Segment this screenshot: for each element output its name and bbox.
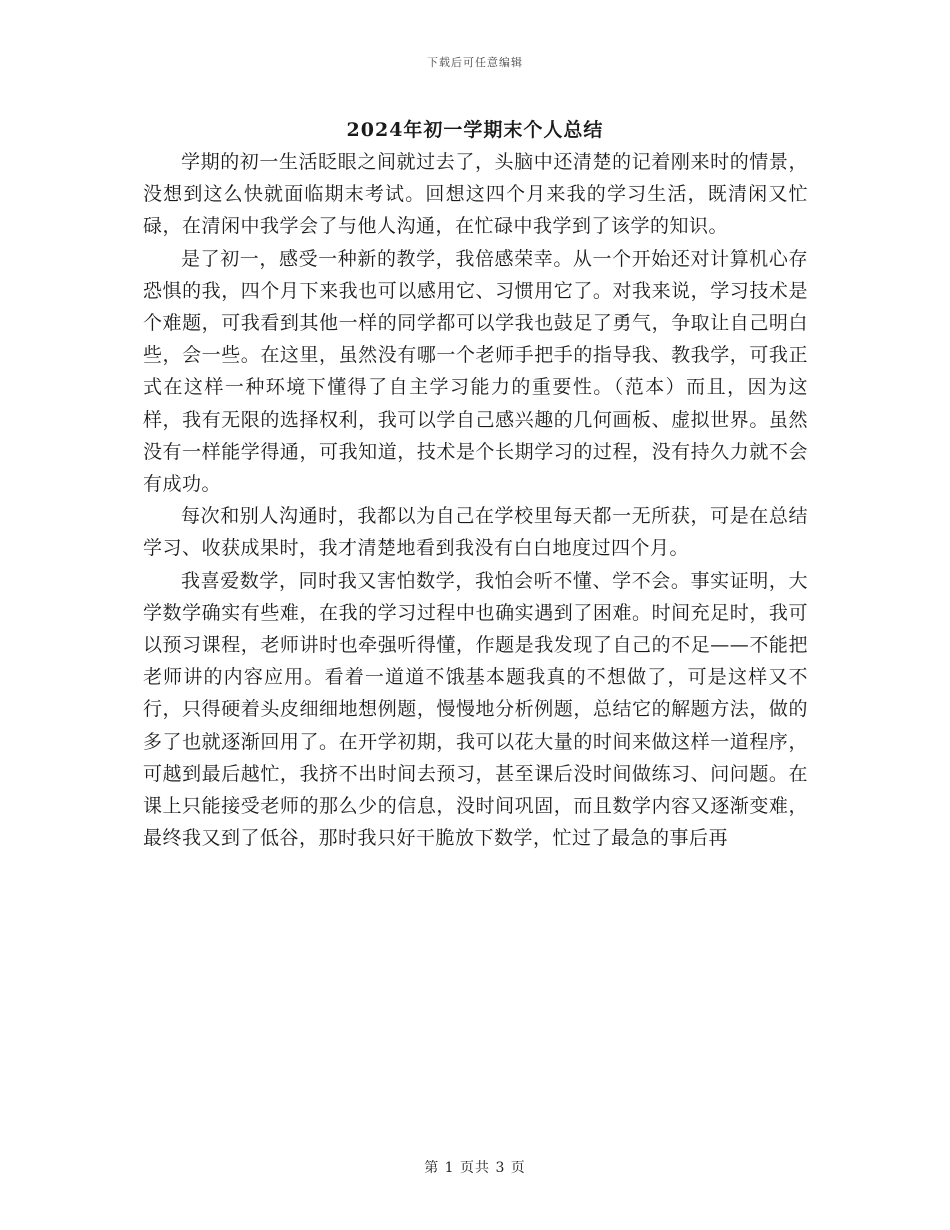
paragraph: 每次和别人沟通时，我都以为自己在学校里每天都一无所获，可是在总结学习、收获成果时，我才清楚地看到我没有白白地度过四个月。: [143, 505, 808, 560]
document-body: [143, 146, 808, 854]
header-note: 下载后可任意编辑: [427, 56, 523, 69]
page-number: 第 1 页共 3 页: [424, 1160, 526, 1176]
paragraph: 我喜爱数学，同时我又害怕数学，我怕会听不懂、学不会。事实证明，大学数学确实有些难，在我的学习过程中也确实遇到了困难。时间充足时，我可以预习课程，老师讲时也牵强听得懂，作题是我发现了自己的不足——不能把老师讲的内容应用。看着一道道不饿基本题我真的不想做了，可是这样又不行，只得硬着头皮细细地想例题，慢慢地分析例题，总结它的解题方法，做的多了也就逐渐回用了。在开学初期，我可以花大量的时间来做这样一道程序，可越到最后越忙，我挤不出时间去预习，甚至课后没时间做练习、问问题。在课上只能接受老师的那么少的信息，没时间巩固，而且数学内容又逐渐变难，最终我又到了低谷，那时我只好干脆放下数学，忙过了最急的事后再: [143, 569, 808, 850]
paragraph: 是了初一，感受一种新的教学，我倍感荣幸。从一个开始还对计算机心存恐惧的我，四个月下来我也可以感用它、习惯用它了。对我来说，学习技术是个难题，可我看到其他一样的同学都可以学我也鼓足了勇气，争取让自己明白些，会一些。在这里，虽然没有哪一个老师手把手的指导我、教我学，可我正式在这样一种环境下懂得了自主学习能力的重要性。（范本）而且，因为这样，我有无限的选择权利，我可以学自己感兴趣的几何画板、虚拟世界。虽然没有一样能学得通，可我知道，技术是个长期学习的过程，没有持久力就不会有成功。: [143, 247, 808, 496]
document-title: 2024年初一学期末个人总结: [346, 119, 604, 141]
paragraph: 学期的初一生活眨眼之间就过去了，头脑中还清楚的记着刚来时的情景，没想到这么快就面临期末考试。回想这四个月来我的学习生活，既清闲又忙碌，在清闲中我学会了与他人沟通，在忙碌中我学到了该学的知识。: [143, 151, 808, 238]
